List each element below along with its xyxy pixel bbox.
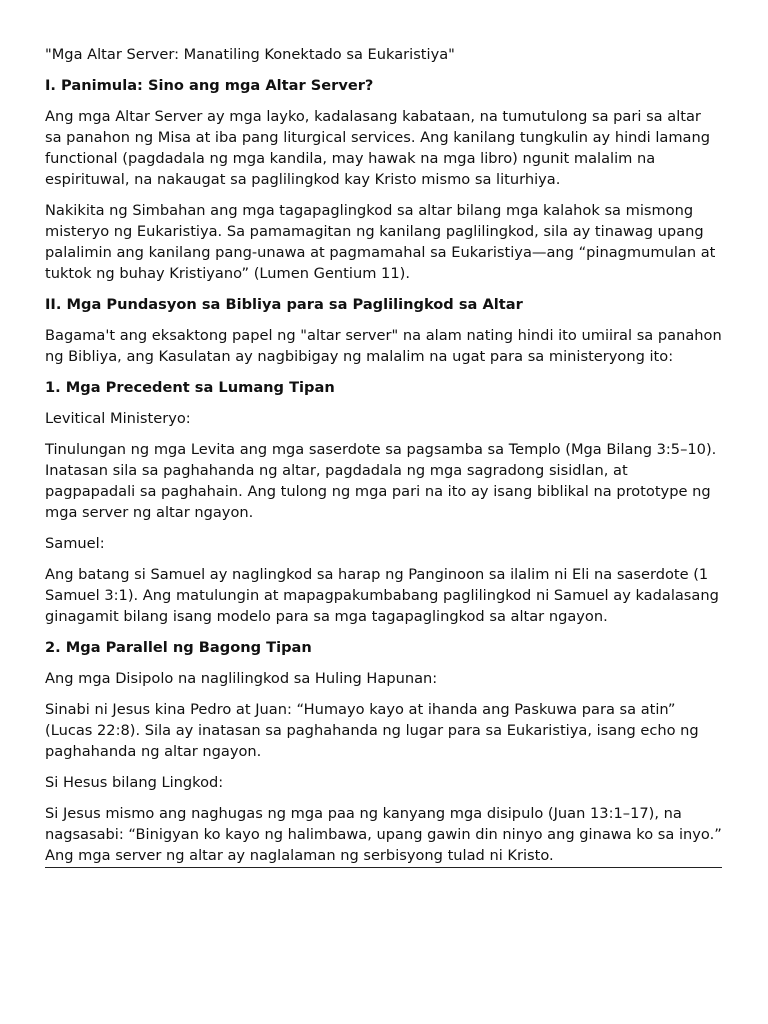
- samuel-paragraph: Ang batang si Samuel ay naglingkod sa harap ng Panginoon sa ilalim ni Eli na saserdote (1 Samuel 3:1). Ang matulungin at mapagpakumbabang paglilingkod ni Samuel ay kadalasang ginagamit bilang isang modelo para sa mga tagapaglingkod sa altar ngayon.: [45, 566, 719, 625]
- samuel-label: Samuel:: [45, 535, 105, 552]
- jesus-label: Si Hesus bilang Lingkod:: [45, 774, 224, 791]
- document-body: [45, 44, 722, 868]
- section-heading-foundations: II. Mga Pundasyon sa Bibliya para sa Paglilingkod sa Altar: [45, 296, 523, 313]
- intro-paragraph-1: Ang mga Altar Server ay mga layko, kadalasang kabataan, na tumutulong sa pari sa altar sa panahon ng Misa at iba pang liturgical services. Ang kanilang tungkulin ay hindi lamang functional (pagdadala ng mga kandila, may hawak na mga libro) ngunit malalim na espirituwal, na nakaugat sa paglilingkod kay Kristo mismo sa liturhiya.: [45, 108, 711, 188]
- disciples-paragraph: Sinabi ni Jesus kina Pedro at Juan: “Humayo kayo at ihanda ang Paskuwa para sa atin” (Lucas 22:8). Sila ay inatasan sa paghahanda ng lugar para sa Eukaristiya, isang echo ng paghahanda ng altar ngayon.: [45, 701, 699, 760]
- levitical-label: Levitical Ministeryo:: [45, 410, 191, 427]
- foundations-paragraph: Bagama't ang eksaktong papel ng "altar server" na alam nating hindi ito umiiral sa panahon ng Bibliya, ang Kasulatan ay nagbibigay ng malalim na ugat para sa ministeryong ito:: [45, 327, 722, 365]
- levitical-paragraph: Tinulungan ng mga Levita ang mga saserdote sa pagsamba sa Templo (Mga Bilang 3:5–10). Inatasan sila sa paghahanda ng altar, pagdadala ng mga sagradong sisidlan, at pagpapadali sa paghahain. Ang tulong ng mga pari na ito ay isang biblikal na prototype ng mga server ng altar ngayon.: [45, 441, 717, 521]
- section-heading-intro: I. Panimula: Sino ang mga Altar Server?: [45, 77, 374, 94]
- jesus-paragraph: Si Jesus mismo ang naghugas ng mga paa ng kanyang mga disipulo (Juan 13:1–17), na nagsasabi: “Binigyan ko kayo ng halimbawa, upang gawin din ninyo ang ginawa ko sa inyo.” Ang mga server ng altar ay naglalaman ng serbisyong tulad ni Kristo.: [45, 805, 722, 864]
- document-title: "Mga Altar Server: Manatiling Konektado sa Eukaristiya": [45, 46, 455, 63]
- subheading-old-testament: 1. Mga Precedent sa Lumang Tipan: [45, 379, 335, 396]
- subheading-new-testament: 2. Mga Parallel ng Bagong Tipan: [45, 639, 312, 656]
- intro-paragraph-2: Nakikita ng Simbahan ang mga tagapaglingkod sa altar bilang mga kalahok sa mismong misteryo ng Eukaristiya. Sa pamamagitan ng kanilang paglilingkod, sila ay tinawag upang palalimin ang kanilang pang-unawa at pagmamahal sa Eukaristiya—ang “pinagmumulan at tuktok ng buhay Kristiyano” (Lumen Gentium 11).: [45, 202, 716, 282]
- disciples-label: Ang mga Disipolo na naglilingkod sa Huling Hapunan:: [45, 670, 438, 687]
